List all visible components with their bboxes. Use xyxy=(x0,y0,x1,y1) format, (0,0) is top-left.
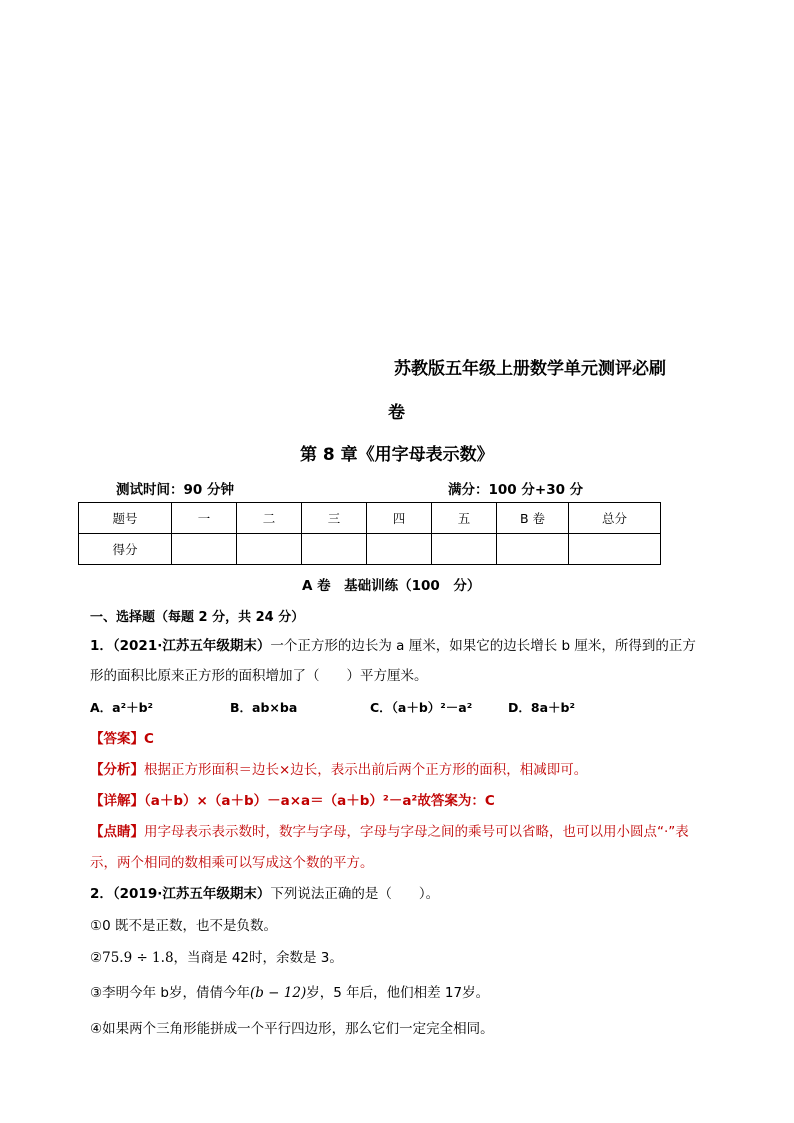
score-row-label: 得分 xyxy=(79,534,172,565)
point-tag: 【点睛】 xyxy=(90,824,144,840)
question-stem: 一个正方形的边长为 a 厘米，如果它的边长增长 b 厘米，所得到的正方 xyxy=(270,638,696,654)
score-cell[interactable] xyxy=(367,534,432,565)
option-a: A．a²＋b² xyxy=(90,700,154,715)
answer-tag: 【答案】 xyxy=(90,731,144,747)
score-table-header: 三 xyxy=(302,503,367,534)
score-table-row xyxy=(79,534,661,565)
answer-value: C xyxy=(144,731,154,747)
score-cell[interactable] xyxy=(302,534,367,565)
statement-text: 岁，5 年后，他们相差 17岁。 xyxy=(306,985,490,1001)
answer-line xyxy=(90,729,154,749)
section-a-heading: A 卷 基础训练（100 分） xyxy=(302,578,481,594)
statement-2 xyxy=(90,948,343,968)
section-heading: 一、选择题（每题 2 分，共 24 分） xyxy=(90,610,305,625)
option-d: D．8a＋b² xyxy=(508,700,575,715)
score-table-header: 二 xyxy=(237,503,302,534)
score-table-header: 四 xyxy=(367,503,432,534)
division-expression: 75.9 ÷ 1.8 xyxy=(102,950,174,966)
full-score: 满分：100 分+30 分 xyxy=(448,482,584,498)
question-source: 1．（2021·江苏五年级期末） xyxy=(90,638,271,654)
score-cell[interactable] xyxy=(497,534,569,565)
score-cell[interactable] xyxy=(569,534,661,565)
detail-tag: 【详解】 xyxy=(90,793,144,809)
test-time: 测试时间：90 分钟 xyxy=(116,482,234,498)
score-cell[interactable] xyxy=(172,534,237,565)
question-1-line1 xyxy=(90,636,696,656)
chapter-title: 第 8 章《用字母表示数》 xyxy=(300,445,494,465)
statement-1: ①0 既不是正数，也不是负数。 xyxy=(90,918,277,934)
point-text: 用字母表示表示数时，数字与字母，字母与字母之间的乘号可以省略，也可以用小圆点“·”表 xyxy=(144,824,689,840)
option-b: B．ab×ba xyxy=(230,700,298,715)
question-stem: 下列说法正确的是（ ）。 xyxy=(270,886,440,902)
statement-number: ② xyxy=(90,950,103,966)
point-line1 xyxy=(90,822,689,842)
analysis-tag: 【分析】 xyxy=(90,762,144,778)
option-c: C．（a＋b）²－a² xyxy=(370,700,473,715)
score-table-header: 题号 xyxy=(79,503,172,534)
score-table xyxy=(78,502,661,565)
score-cell[interactable] xyxy=(432,534,497,565)
question-2-line xyxy=(90,884,439,904)
statement-3 xyxy=(90,983,489,1003)
age-expression: (b − 12) xyxy=(249,985,307,1001)
statement-text: ，当商是 42时，余数是 3。 xyxy=(173,950,343,966)
score-table-header: 五 xyxy=(432,503,497,534)
score-table-header: 一 xyxy=(172,503,237,534)
statement-text: ③李明今年 b岁，倩倩今年 xyxy=(90,985,250,1001)
point-line2: 示，两个相同的数相乘可以写成这个数的平方。 xyxy=(90,855,374,871)
score-table-header: B 卷 xyxy=(497,503,569,534)
score-table-header-row xyxy=(79,503,661,534)
detail-text: （a＋b）×（a＋b）－a×a＝（a＋b）²－a²故答案为：C xyxy=(144,793,495,809)
analysis-line xyxy=(90,760,587,780)
detail-line xyxy=(90,791,495,811)
document-title-continued: 卷 xyxy=(388,403,405,423)
score-cell[interactable] xyxy=(237,534,302,565)
score-table-header: 总分 xyxy=(569,503,661,534)
question-1-line2: 形的面积比原来正方形的面积增加了（ ）平方厘米。 xyxy=(90,668,428,684)
analysis-text: 根据正方形面积＝边长×边长，表示出前后两个正方形的面积，相减即可。 xyxy=(144,762,588,778)
statement-4: ④如果两个三角形能拼成一个平行四边形，那么它们一定完全相同。 xyxy=(90,1021,494,1037)
document-title: 苏教版五年级上册数学单元测评必刷 xyxy=(394,359,666,379)
question-source: 2．（2019·江苏五年级期末） xyxy=(90,886,271,902)
